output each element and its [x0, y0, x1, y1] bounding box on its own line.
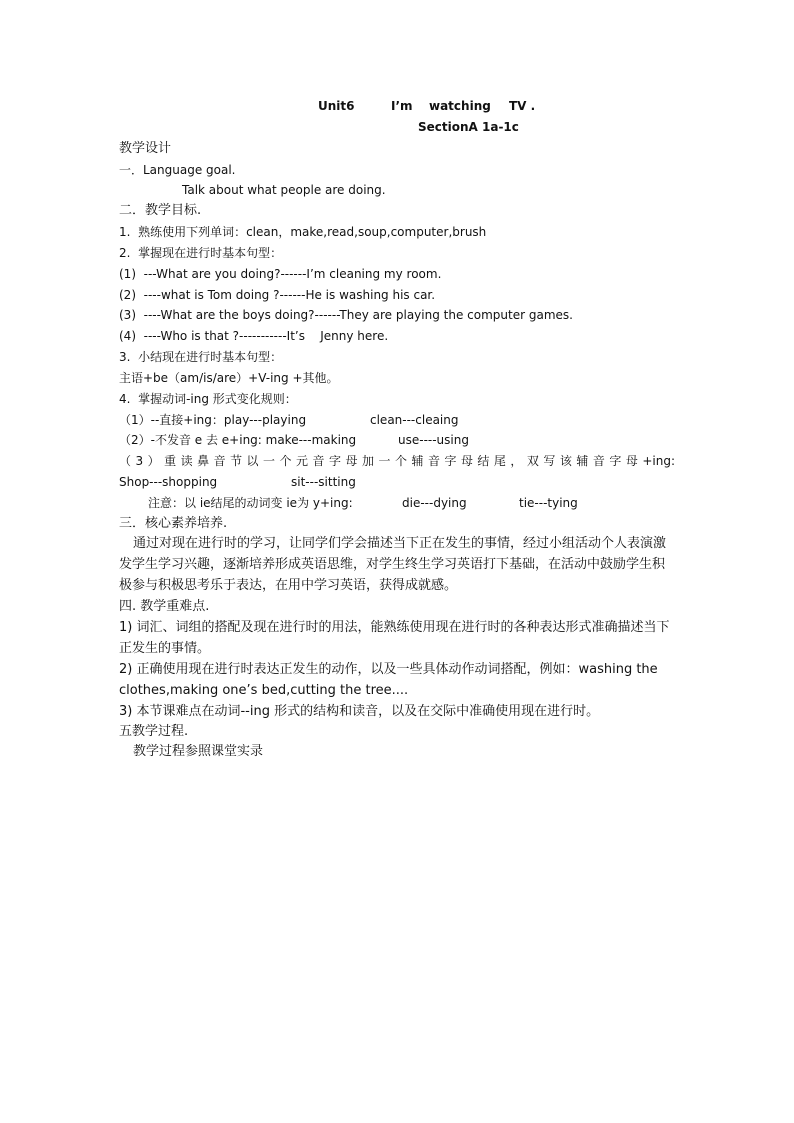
sentence-pattern-4: (4) ----Who is that ?-----------It’s Jenny here. [119, 329, 389, 343]
section-5-heading: 五教学过程. [119, 724, 189, 739]
rule-3-example-a: Shop---shopping [119, 475, 218, 489]
note-example-tie: tie---tying [519, 496, 578, 510]
section-2-heading: 二．教学目标. [119, 203, 202, 218]
note-example-die: die---dying [402, 496, 467, 510]
objective-item-3: 3. 小结现在进行时基本句型： [119, 350, 283, 364]
rule-1-line [119, 412, 679, 428]
section-design-heading: 教学设计 [119, 141, 172, 156]
section-3-heading: 三．核心素养培养. [119, 516, 228, 531]
rule-2-label: （2）-不发音 e 去 e+ing: make---making [119, 433, 357, 447]
sentence-pattern-1: (1) ---What are you doing?------I’m cleaning my room. [119, 267, 442, 281]
rule-2-line [119, 432, 679, 448]
teaching-process-text: 教学过程参照课堂实录 [133, 744, 264, 759]
rule-3-example-b: sit---sitting [291, 475, 356, 489]
objective-item-1: 1. 熟练使用下列单词：clean，make,read,soup,computer,brush [119, 225, 487, 239]
difficulty-point-2: 2) 正确使用现在进行时表达正发生的动作，以及一些具体动作动词搭配，例如：washing the clothes,making one’s bed,cutting the tree.... [119, 662, 658, 698]
objective-item-4: 4. 掌握动词-ing 形式变化规则： [119, 392, 297, 406]
sentence-pattern-2: (2) ----what is Tom doing ?------He is washing his car. [119, 288, 436, 302]
language-goal-text: Talk about what people are doing. [182, 183, 386, 197]
rule-3-example-line [119, 474, 679, 490]
difficulty-point-3: 3) 本节课难点在动词--ing 形式的结构和读音，以及在交际中准确使用现在进行时。 [119, 704, 600, 719]
note-line [148, 495, 668, 511]
difficulty-point-1: 1) 词汇、词组的搭配及现在进行时的用法，能熟练使用现在进行时的各种表达形式准确描述当下正发生的事情。 [119, 620, 670, 656]
title-watching: watching [429, 99, 491, 113]
title-tv: TV . [509, 99, 536, 113]
rule-2-example: use----using [398, 433, 469, 447]
title-im: I’m [391, 99, 413, 113]
document-subtitle: SectionA 1a-1c [418, 120, 519, 134]
sentence-pattern-3: (3) ----What are the boys doing?------They are playing the computer games. [119, 308, 573, 322]
rule-1-example: clean---cleaing [370, 413, 459, 427]
section-1-heading: 一．Language goal. [119, 163, 236, 177]
section-4-heading: 四. 教学重难点. [119, 599, 210, 614]
section-3-paragraph: 通过对现在进行时的学习，让同学们学会描述当下正在发生的事情，经过小组活动个人表演激发学生学习兴趣，逐渐培养形成英语思维，对学生终生学习英语打下基础，在活动中鼓励学生积极参与积极思考乐于表达，在用中学习英语，获得成就感。 [119, 536, 667, 593]
title-unit: Unit6 [318, 99, 355, 113]
formula-line: 主语+be（am/is/are）+V-ing +其他。 [119, 371, 339, 385]
rule-3-line: （3）重读鼻音节以一个元音字母加一个辅音字母结尾，双写该辅音字母+ing: [119, 454, 675, 468]
objective-item-2: 2. 掌握现在进行时基本句型： [119, 246, 283, 260]
note-label: 注意：以 ie结尾的动词变 ie为 y+ing: [148, 496, 353, 510]
rule-1-label: （1）--直接+ing：play---playing [119, 413, 307, 427]
